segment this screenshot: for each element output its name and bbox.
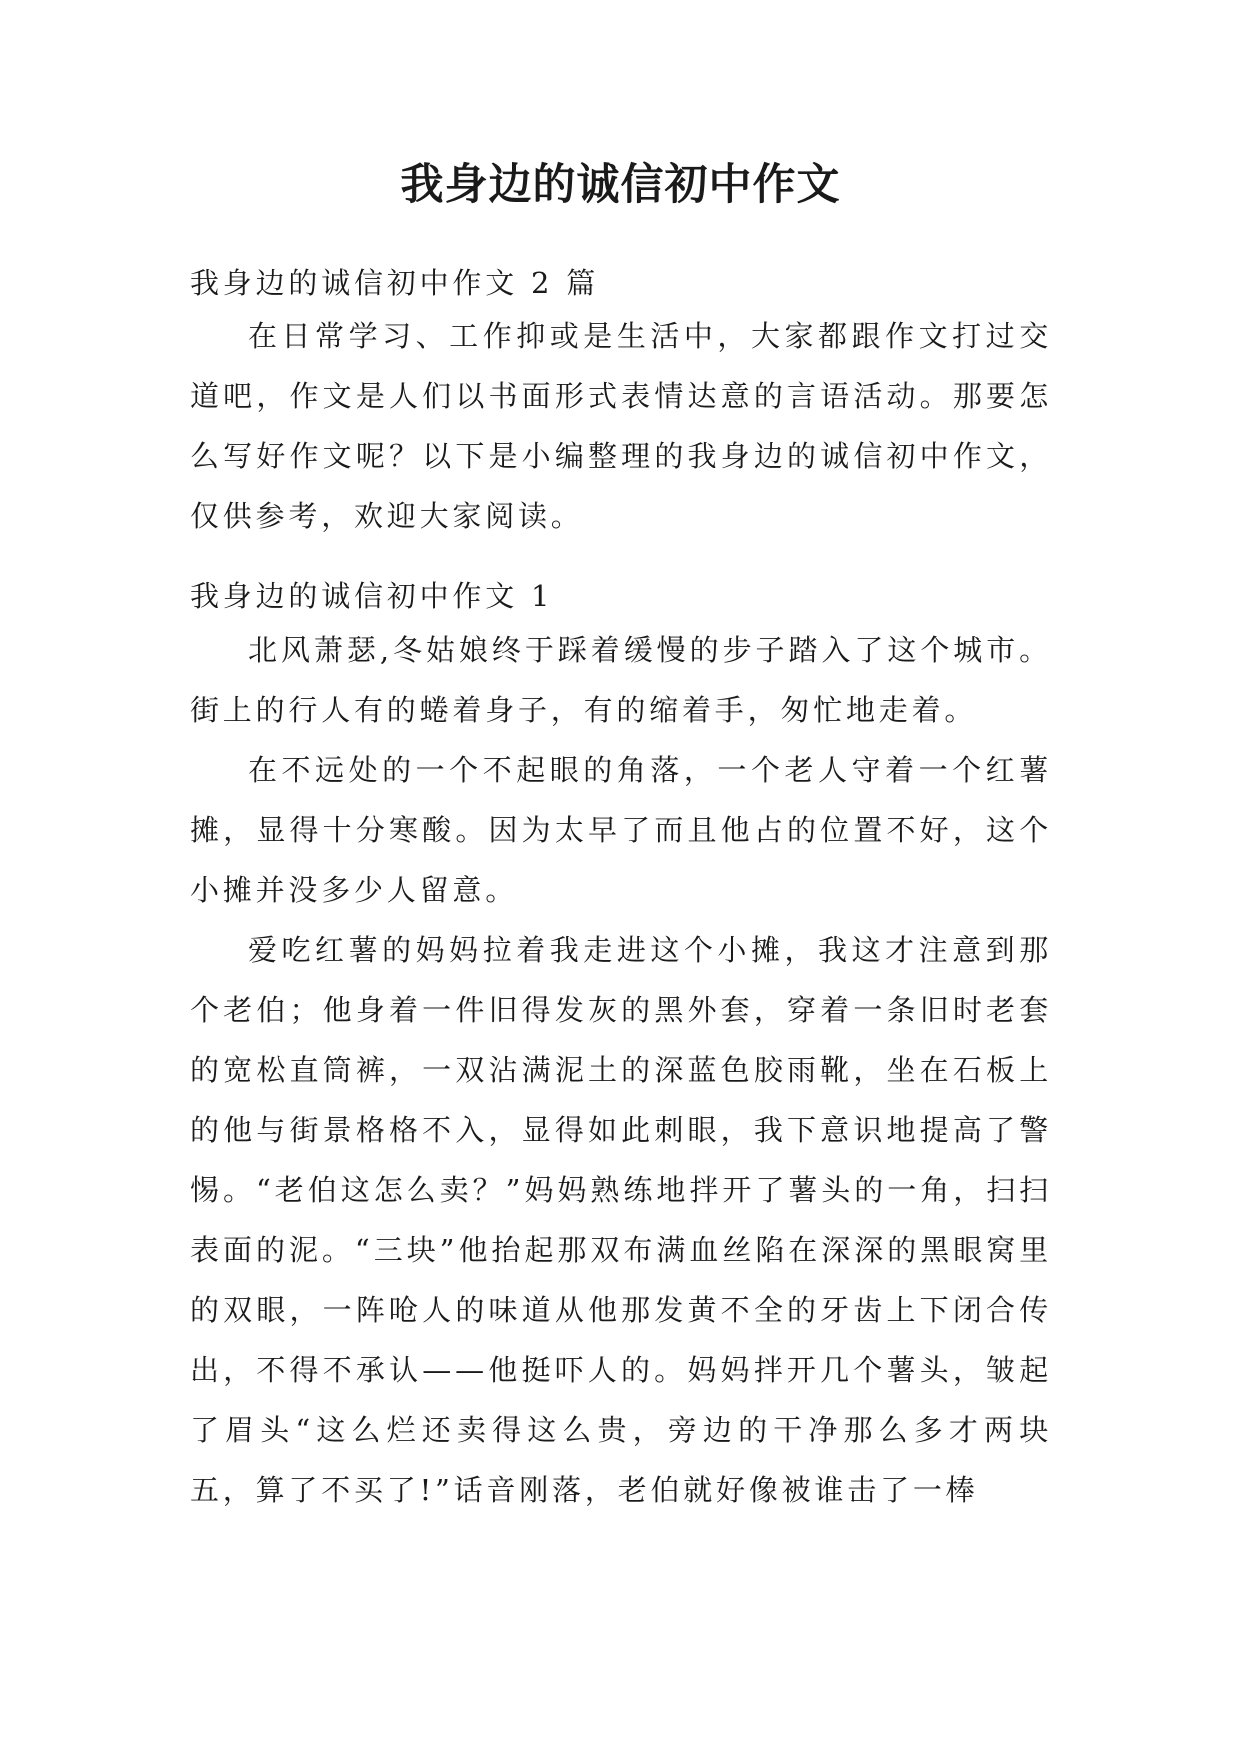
intro-block bbox=[190, 306, 1052, 546]
essay1-paragraph-1: 北风萧瑟,冬姑娘终于踩着缓慢的步子踏入了这个城市。街上的行人有的蜷着身子，有的缩着手，匆忙地走着。 bbox=[190, 633, 1052, 727]
intro-heading: 我身边的诚信初中作文 2 篇 bbox=[190, 266, 600, 300]
essay1-heading: 我身边的诚信初中作文 1 bbox=[190, 579, 554, 613]
essay1-body bbox=[190, 620, 1052, 1520]
page-title: 我身边的诚信初中作文 bbox=[400, 160, 841, 210]
intro-paragraph: 在日常学习、工作抑或是生活中，大家都跟作文打过交道吧，作文是人们以书面形式表情达意的言语活动。那要怎么写好作文呢？以下是小编整理的我身边的诚信初中作文，仅供参考，欢迎大家阅读。 bbox=[190, 319, 1052, 533]
essay1-paragraph-3: 爱吃红薯的妈妈拉着我走进这个小摊，我这才注意到那个老伯；他身着一件旧得发灰的黑外套，穿着一条旧时老套的宽松直筒裤，一双沾满泥土的深蓝色胶雨靴，坐在石板上的他与街景格格不入，显得如此刺眼，我下意识地提高了警惕。“老伯这怎么卖？”妈妈熟练地拌开了薯头的一角，扫扫表面的泥。“三块”他抬起那双布满血丝陷在深深的黑眼窝里的双眼，一阵呛人的味道从他那发黄不全的牙齿上下闭合传出，不得不承认——他挺吓人的。妈妈拌开几个薯头，皱起了眉头“这么烂还卖得这么贵，旁边的干净那么多才两块五，算了不买了!”话音刚落，老伯就好像被谁击了一棒 bbox=[190, 933, 1052, 1507]
essay1-paragraph-2: 在不远处的一个不起眼的角落，一个老人守着一个红薯摊，显得十分寒酸。因为太早了而且他占的位置不好，这个小摊并没多少人留意。 bbox=[190, 753, 1052, 907]
